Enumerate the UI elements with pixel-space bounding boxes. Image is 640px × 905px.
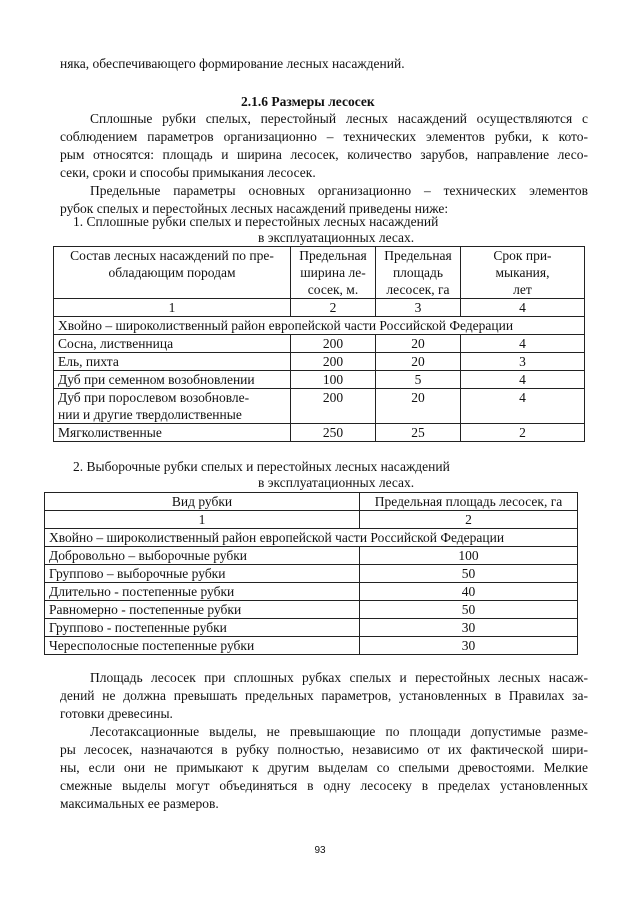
para1-line: соблюдением параметров организационно – технических элементов рубки, к кото- bbox=[60, 129, 588, 144]
species-line: Дуб при порослевом возобновле- bbox=[58, 390, 250, 405]
table-row bbox=[45, 565, 578, 583]
table-row bbox=[54, 335, 585, 353]
header-line: Предельная bbox=[299, 248, 367, 263]
header-line: лесосек, га bbox=[386, 282, 450, 297]
width-cell: 200 bbox=[291, 353, 376, 371]
area-cell: 50 bbox=[360, 565, 578, 583]
table-row bbox=[45, 619, 578, 637]
term-cell: 4 bbox=[461, 335, 585, 353]
area-cell: 30 bbox=[360, 637, 578, 655]
term-cell: 4 bbox=[461, 371, 585, 389]
header-line: Срок при- bbox=[493, 248, 552, 263]
cut-type-cell: Группово – выборочные рубки bbox=[45, 565, 360, 583]
table-row bbox=[45, 547, 578, 565]
term-cell: 3 bbox=[461, 353, 585, 371]
term-cell: 4 bbox=[461, 389, 585, 424]
table-row bbox=[54, 353, 585, 371]
area-cell: 20 bbox=[376, 335, 461, 353]
para3-line: готовки древесины. bbox=[60, 706, 173, 721]
table-row bbox=[54, 389, 585, 424]
para4-line: максимальных ее размеров. bbox=[60, 796, 219, 811]
area-cell: 100 bbox=[360, 547, 578, 565]
header-area bbox=[376, 247, 461, 299]
column-number-row bbox=[54, 299, 585, 317]
table2-caption-cont: в эксплуатационных лесах. bbox=[258, 475, 415, 490]
para1-line: секи, сроки и способы примыкания лесосек. bbox=[60, 165, 316, 180]
width-cell: 200 bbox=[291, 335, 376, 353]
page-number: 93 bbox=[314, 845, 326, 856]
area-cell: 25 bbox=[376, 424, 461, 442]
header-term bbox=[461, 247, 585, 299]
top-line: няка, обеспечивающего формирование лесных насаждений. bbox=[60, 56, 405, 71]
header-composition bbox=[54, 247, 291, 299]
header-line: мыкания, bbox=[495, 265, 550, 280]
para4-line: Лесотаксационные выделы, не превышающие по площади допустимые разме- bbox=[90, 724, 588, 739]
area-cell: 5 bbox=[376, 371, 461, 389]
section-title: 2.1.6 Размеры лесосек bbox=[241, 94, 375, 109]
table1-caption-cont: в эксплуатационных лесах. bbox=[258, 230, 415, 245]
table-row bbox=[45, 601, 578, 619]
para1-line: Сплошные рубки спелых, перестойный лесных насаждений осуществляются с bbox=[90, 111, 588, 126]
area-cell: 40 bbox=[360, 583, 578, 601]
cut-type-cell: Равномерно - постепенные рубки bbox=[45, 601, 360, 619]
species-cell bbox=[54, 389, 291, 424]
table-header-row bbox=[54, 247, 585, 299]
para1-line: рым относятся: площадь и ширина лесосек, количество зарубов, направление лесо- bbox=[60, 147, 588, 162]
header-line: лет bbox=[513, 282, 532, 297]
column-number: 2 bbox=[360, 511, 578, 529]
table-row bbox=[45, 637, 578, 655]
header-line: площадь bbox=[392, 265, 444, 280]
column-number: 4 bbox=[461, 299, 585, 317]
species-cell: Ель, пихта bbox=[54, 353, 291, 371]
header-line: Состав лесных насаждений по пре- bbox=[70, 248, 274, 263]
para3-line: дений не должна превышать предельных параметров, установленных в Правилах за- bbox=[60, 688, 588, 703]
cut-type-cell: Группово - постепенные рубки bbox=[45, 619, 360, 637]
column-number: 2 bbox=[291, 299, 376, 317]
region-label: Хвойно – широколиственный район европейской части Российской Федерации bbox=[54, 317, 585, 335]
column-number: 1 bbox=[45, 511, 360, 529]
para4-line: ры лесосек, назначаются в рубку полностью, независимо от их фактической шири- bbox=[60, 742, 588, 757]
header-line: Предельная bbox=[384, 248, 452, 263]
table2-caption: 2. Выборочные рубки спелых и перестойных лесных насаждений bbox=[73, 459, 450, 474]
area-cell: 50 bbox=[360, 601, 578, 619]
table-clearcut bbox=[53, 246, 585, 442]
para2-line: рубок спелых и перестойных лесных насаждений приведены ниже: bbox=[60, 201, 449, 216]
species-cell: Дуб при семенном возобновлении bbox=[54, 371, 291, 389]
header-max-area: Предельная площадь лесосек, га bbox=[360, 493, 578, 511]
column-number: 1 bbox=[54, 299, 291, 317]
term-cell: 2 bbox=[461, 424, 585, 442]
column-number: 3 bbox=[376, 299, 461, 317]
width-cell: 250 bbox=[291, 424, 376, 442]
area-cell: 20 bbox=[376, 353, 461, 371]
cut-type-cell: Чересполосные постепенные рубки bbox=[45, 637, 360, 655]
header-line: ширина ле- bbox=[300, 265, 366, 280]
table-row bbox=[54, 424, 585, 442]
area-cell: 20 bbox=[376, 389, 461, 424]
header-line: сосек, м. bbox=[307, 282, 359, 297]
area-cell: 30 bbox=[360, 619, 578, 637]
region-row bbox=[45, 529, 578, 547]
region-row bbox=[54, 317, 585, 335]
table1-caption: 1. Сплошные рубки спелых и перестойных лесных насаждений bbox=[73, 214, 439, 229]
table-header-row bbox=[45, 493, 578, 511]
cut-type-cell: Длительно - постепенные рубки bbox=[45, 583, 360, 601]
header-line: обладающим породам bbox=[108, 265, 236, 280]
para4-line: ны, если они не примыкают к другим выделам со спелыми древостоями. Мелкие bbox=[60, 760, 588, 775]
column-number-row bbox=[45, 511, 578, 529]
header-width bbox=[291, 247, 376, 299]
region-label: Хвойно – широколиственный район европейской части Российской Федерации bbox=[45, 529, 578, 547]
table-row bbox=[54, 371, 585, 389]
para2-line: Предельные параметры основных организационно – технических элементов bbox=[90, 183, 588, 198]
table-selective bbox=[44, 492, 578, 655]
width-cell: 100 bbox=[291, 371, 376, 389]
width-cell: 200 bbox=[291, 389, 376, 424]
cut-type-cell: Добровольно – выборочные рубки bbox=[45, 547, 360, 565]
para3-line: Площадь лесосек при сплошных рубках спелых и перестойных лесных насаж- bbox=[90, 670, 588, 685]
table-row bbox=[45, 583, 578, 601]
species-cell: Мягколиственные bbox=[54, 424, 291, 442]
species-line: нии и другие твердолиственные bbox=[58, 407, 242, 422]
para4-line: смежные выделы могут объединяться в одну лесосеку в пределах установленных bbox=[60, 778, 588, 793]
header-cut-type: Вид рубки bbox=[45, 493, 360, 511]
species-cell: Сосна, лиственница bbox=[54, 335, 291, 353]
